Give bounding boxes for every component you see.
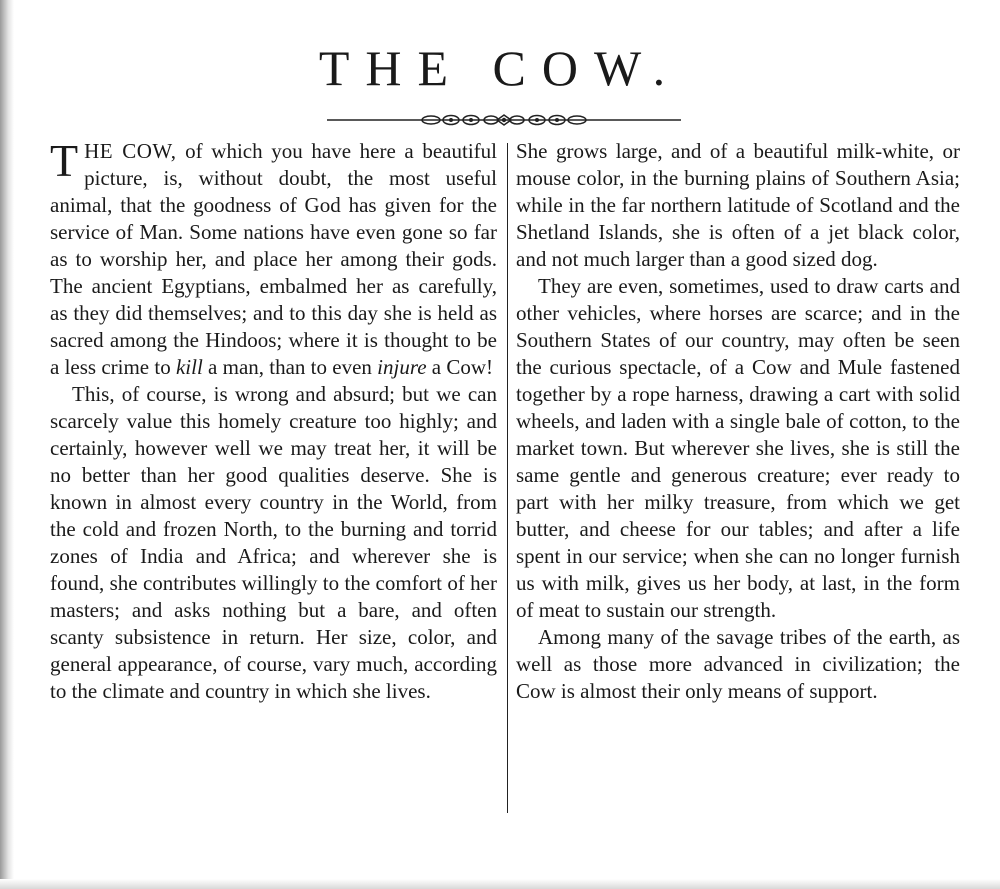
paragraph-text: of which you have here a beautiful picture, is, without doubt, the most useful animal, that the goodness of God has given for the service of Man. Some nations have even gone so far as to worship her, and place her among their gods. The ancient Egyptians, embalmed her as carefully, as they did themselves; and to this day she is held as sacred among the Hindoos; where it is thought to be a less crime to: [50, 139, 497, 379]
paragraph: They are even, sometimes, used to draw carts and other vehicles, where horses are scarce; and in the Southern States of our country, may often be seen the curious spectacle, of a Cow and Mule fastened together by a rope harness, drawing a cart with solid wheels, and laden with a single bale of cotton, to the market town. But wherever she lives, she is still the same gentle and generous creature; ever ready to part with her milky treasure, from which we get butter, and cheese for our tables; and after a life spent in our service; when she can no longer furnish us with milk, gives us her body, at last, in the form of meat to sustain our strength.: [516, 274, 960, 622]
lead-text: HE COW,: [84, 139, 177, 163]
paragraph-text: a Cow!: [426, 355, 494, 379]
paragraph: This, of course, is wrong and absurd; but we can scarcely value this homely creature too highly; and certainly, however well we may treat her, it will be no better than her good qualities deserve. She is known in almost every country in the World, from the cold and frozen North, to the burning and torrid zones of India and Africa; and wherever she is found, she contributes willingly to the comfort of her masters; and asks nothing but a bare, and often scanty subsistence in return. Her size, color, and general appearance, of course, vary much, according to the climate and country in which she lives.: [50, 382, 497, 703]
page-title: THE COW.: [318, 40, 682, 96]
left-column: [50, 135, 497, 705]
paragraph: [50, 135, 497, 381]
column-divider: [507, 143, 508, 813]
paragraph: Among many of the savage tribes of the earth, as well as those more advanced in civilization; the Cow is almost their only means of support.: [516, 625, 960, 703]
drop-cap: T: [50, 135, 79, 186]
paragraph: She grows large, and of a beautiful milk-white, or mouse color, in the burning plains of Southern Asia; while in the far northern latitude of Scotland and the Shetland Islands, she is often of a jet black color, and not much larger than a good sized dog.: [516, 139, 960, 271]
emphasis-text: kill: [175, 355, 203, 379]
right-column: [516, 138, 960, 705]
paragraph-text: a man, than to even: [202, 355, 378, 379]
page-edge-shadow: [0, 0, 14, 889]
page-bottom-shadow: [0, 879, 1000, 889]
emphasis-text: injure: [377, 355, 427, 379]
flourish-divider-icon: [327, 112, 681, 128]
